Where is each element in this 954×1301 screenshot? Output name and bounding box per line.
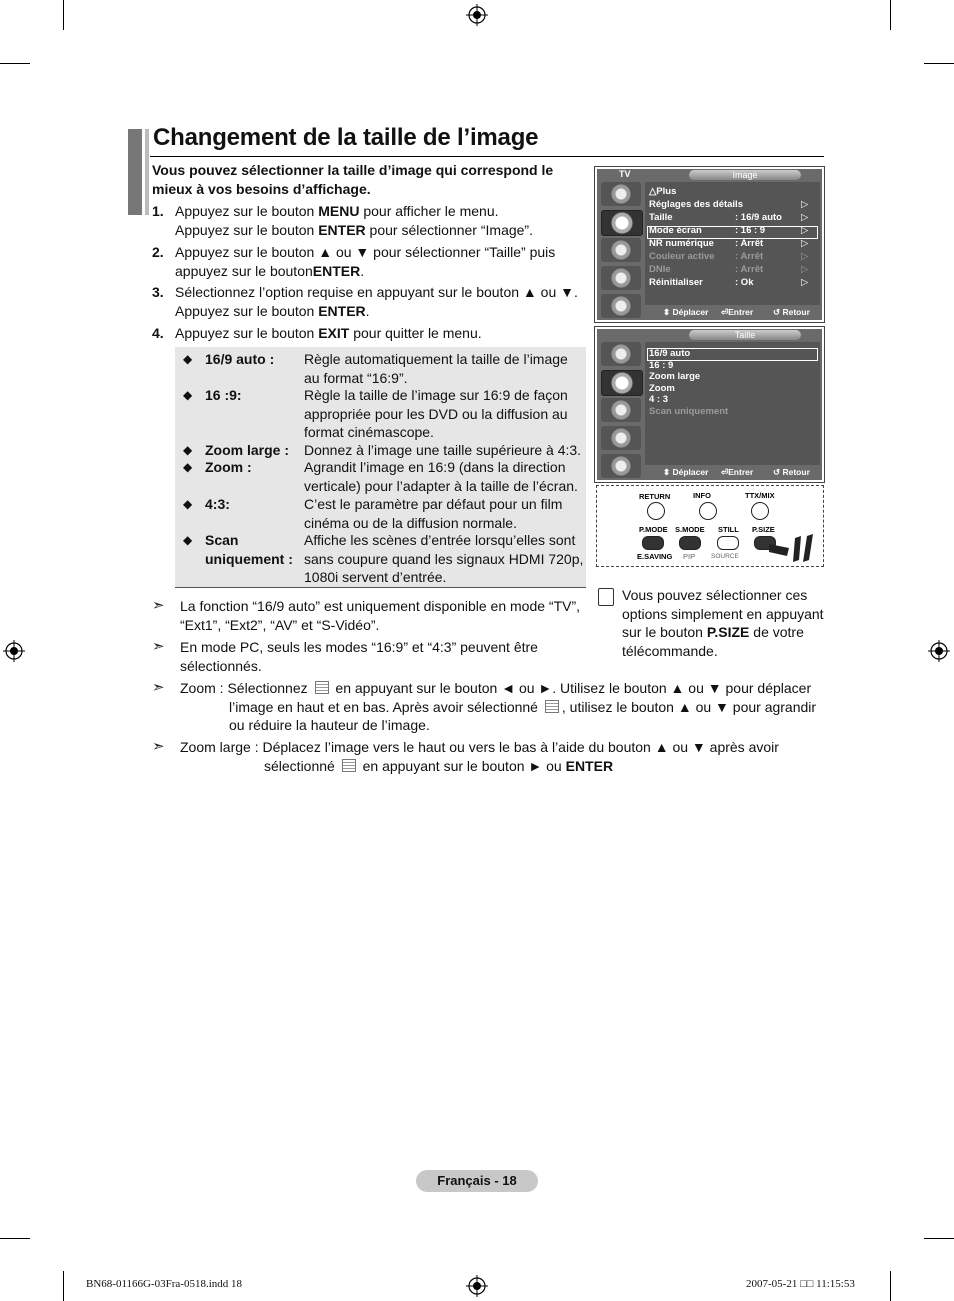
option-name: Scan uniquement : bbox=[205, 532, 293, 567]
osd-enter-hint: ⏎Entrer bbox=[721, 467, 754, 477]
osd-size-option[interactable]: 16/9 auto bbox=[649, 348, 691, 359]
note-zoom-large: ➣ Zoom large : Déplacez l’image vers le haut ou vers le bas à l’aide du bouton ▲ ou ▼ après avoir sélectionné en appuyant sur le bouton ► ou ENTER bbox=[152, 738, 779, 774]
step-number: 1. bbox=[152, 203, 164, 219]
osd-move-hint: ⬍ Déplacer bbox=[663, 467, 709, 477]
osd-image-menu bbox=[594, 166, 825, 323]
title-accent-bar bbox=[145, 129, 149, 215]
submenu-arrow-icon: ▷ bbox=[801, 251, 809, 262]
osd-tab-size: Taille bbox=[689, 330, 801, 340]
s-mode-button[interactable] bbox=[679, 536, 701, 550]
intro-text: Vous pouvez sélectionner la taille d’image qui correspond le mieux à vos besoins d’affichage. bbox=[152, 162, 554, 197]
step-text: Sélectionnez l’option requise en appuyant sur le bouton ▲ ou ▼. Appuyez sur le bouton ENTER. bbox=[175, 284, 578, 319]
crop-mark bbox=[0, 63, 30, 64]
option-name: 16/9 auto : bbox=[205, 351, 275, 367]
osd-tab-image: Image bbox=[689, 170, 801, 180]
osd-channel-icon bbox=[601, 426, 641, 450]
osd-item-value: : Arrêt bbox=[735, 251, 764, 262]
zoom-large-icon bbox=[342, 759, 356, 772]
osd-input-icon bbox=[601, 342, 641, 366]
step-text: Appuyez sur le bouton MENU pour afficher le menu. Appuyez sur le bouton ENTER pour sélectionner “Image”. bbox=[175, 203, 533, 238]
title-rule bbox=[150, 156, 824, 157]
osd-size-option[interactable]: Scan uniquement bbox=[649, 405, 729, 417]
osd-menu-item[interactable] bbox=[649, 264, 809, 275]
osd-footer bbox=[645, 307, 820, 319]
arrow-note-icon: ➣ bbox=[152, 597, 165, 614]
option-name: 16 :9: bbox=[205, 387, 242, 403]
registration-mark-icon bbox=[466, 4, 488, 26]
osd-return-hint: ↺ Retour bbox=[773, 467, 810, 477]
crop-mark bbox=[924, 1238, 954, 1239]
p-mode-button[interactable] bbox=[642, 536, 664, 550]
memo-note-icon bbox=[598, 588, 614, 606]
step-number: 3. bbox=[152, 284, 164, 300]
osd-source-label: TV bbox=[619, 169, 631, 179]
osd-setup-icon bbox=[601, 294, 641, 318]
osd-size-option[interactable]: 16 : 9 bbox=[649, 359, 674, 371]
arrow-note-icon: ➣ bbox=[152, 679, 165, 696]
osd-input-icon bbox=[601, 182, 641, 206]
osd-menu-item[interactable] bbox=[649, 186, 676, 197]
options-table bbox=[175, 347, 586, 588]
diamond-bullet-icon: ◆ bbox=[183, 443, 193, 457]
osd-menu-item[interactable] bbox=[649, 199, 809, 210]
osd-picture-icon bbox=[601, 370, 643, 396]
osd-return-hint: ↺ Retour bbox=[773, 307, 810, 317]
osd-item-label: Réinitialiser bbox=[649, 277, 703, 288]
osd-menu-item[interactable] bbox=[649, 251, 809, 262]
osd-setup-icon bbox=[601, 454, 641, 478]
file-date: 2007-05-21 □□ 11:15:53 bbox=[746, 1278, 855, 1290]
option-description: Règle la taille de l’image sur 16:9 de façon appropriée pour les DVD ou la diffusion au format cinémascope. bbox=[304, 387, 568, 440]
osd-icon-column bbox=[599, 182, 643, 318]
osd-move-hint: ⬍ Déplacer bbox=[663, 307, 709, 317]
osd-menu-item[interactable] bbox=[649, 277, 809, 288]
zoom-mode-icon bbox=[315, 681, 329, 694]
osd-icon-column bbox=[599, 342, 643, 478]
info-button[interactable] bbox=[699, 502, 717, 520]
option-description: Affiche les scènes d’entrée lorsqu’elles sont sans coupure quand les signaux HDMI 720p, 1080i servent d’entrée. bbox=[304, 532, 584, 585]
option-name: Zoom : bbox=[205, 459, 252, 475]
step-item bbox=[152, 324, 582, 343]
osd-size-option[interactable]: 4 : 3 bbox=[649, 394, 669, 405]
registration-mark-icon bbox=[3, 640, 25, 662]
crop-mark bbox=[890, 1271, 891, 1301]
osd-size-option[interactable]: Zoom large bbox=[649, 371, 701, 382]
crop-mark bbox=[63, 1271, 64, 1301]
submenu-arrow-icon: ▷ bbox=[801, 264, 809, 275]
note-auto: ➣ La fonction “16/9 auto” est uniquement disponible en mode “TV”, “Ext1”, “Ext2”, “AV” et “S-Vidéo”. bbox=[152, 597, 581, 633]
step-number: 4. bbox=[152, 325, 164, 341]
registration-mark-icon bbox=[928, 640, 950, 662]
crop-mark bbox=[924, 63, 954, 64]
osd-item-label: Mode écran bbox=[649, 225, 702, 236]
osd-menu-item[interactable] bbox=[649, 238, 809, 249]
osd-menu-item[interactable] bbox=[649, 225, 809, 236]
diamond-bullet-icon: ◆ bbox=[183, 460, 193, 474]
arrow-note-icon: ➣ bbox=[152, 638, 165, 655]
submenu-arrow-icon: ▷ bbox=[801, 225, 809, 236]
crop-mark bbox=[63, 0, 64, 30]
pointing-hand-icon bbox=[767, 534, 819, 564]
osd-size-menu bbox=[594, 326, 825, 483]
step-number: 2. bbox=[152, 244, 164, 260]
option-name: 4:3: bbox=[205, 496, 230, 512]
osd-item-label: △Plus bbox=[649, 186, 677, 197]
osd-picture-icon bbox=[601, 210, 643, 236]
osd-sound-icon bbox=[601, 398, 641, 422]
ttx-mix-button[interactable] bbox=[751, 502, 769, 520]
crop-mark bbox=[0, 1238, 30, 1239]
submenu-arrow-icon: ▷ bbox=[801, 238, 809, 249]
page-title: Changement de la taille de l’image bbox=[153, 124, 539, 151]
osd-item-value: : 16/9 auto bbox=[735, 212, 782, 223]
osd-sound-icon bbox=[601, 238, 641, 262]
submenu-arrow-icon: ▷ bbox=[801, 212, 809, 223]
submenu-arrow-icon: ▷ bbox=[801, 199, 809, 210]
osd-item-value: : Arrêt bbox=[735, 264, 764, 275]
option-description: Agrandit l’image en 16:9 (dans la direction verticale) pour l’adapter à la taille de l’écran. bbox=[304, 459, 578, 494]
step-item bbox=[152, 283, 582, 320]
still-button[interactable] bbox=[717, 536, 739, 550]
osd-channel-icon bbox=[601, 266, 641, 290]
diamond-bullet-icon: ◆ bbox=[183, 388, 193, 402]
side-note: Vous pouvez sélectionner ces options simplement en appuyant sur le bouton P.SIZE de votre télécommande. bbox=[598, 586, 824, 660]
return-button[interactable] bbox=[647, 502, 665, 520]
page-number: Français - 18 bbox=[416, 1170, 538, 1192]
diamond-bullet-icon: ◆ bbox=[183, 497, 193, 511]
osd-item-label: Réglages des détails bbox=[649, 199, 743, 210]
submenu-arrow-icon: ▷ bbox=[801, 277, 809, 288]
osd-item-label: Taille bbox=[649, 212, 673, 223]
remote-control-excerpt: RETURN INFO TTX/MIX P.MODE S.MODE STILL P.SIZE E.SAVING PIP SOURCE bbox=[596, 485, 824, 567]
step-text: Appuyez sur le bouton EXIT pour quitter le menu. bbox=[175, 325, 482, 341]
note-zoom: ➣ Zoom : Sélectionnez en appuyant sur le bouton ◄ ou ►. Utilisez le bouton ▲ ou ▼ pour déplacer l’image en haut et en bas. Après avoir sélectionné , utilisez le bouton ▲ ou ▼ pour agrandir ou réduire la hauteur de l’image. bbox=[152, 679, 817, 733]
osd-menu-item[interactable] bbox=[649, 212, 809, 223]
diamond-bullet-icon: ◆ bbox=[183, 352, 193, 366]
diamond-bullet-icon: ◆ bbox=[183, 533, 193, 547]
option-description: Donnez à l’image une taille supérieure à 4:3. bbox=[304, 442, 582, 458]
osd-item-value: : Arrêt bbox=[735, 238, 764, 249]
osd-item-value: : 16 : 9 bbox=[735, 225, 766, 236]
arrow-note-icon: ➣ bbox=[152, 738, 165, 755]
osd-item-label: NR numérique bbox=[649, 238, 714, 249]
osd-size-panel bbox=[645, 342, 820, 465]
zoom-height-icon bbox=[545, 700, 559, 713]
option-name: Zoom large : bbox=[205, 442, 290, 458]
step-item bbox=[152, 202, 582, 239]
step-item bbox=[152, 243, 582, 280]
osd-item-value: : Ok bbox=[735, 277, 754, 288]
option-description: Règle automatiquement la taille de l’image au format “16:9”. bbox=[304, 351, 568, 386]
note-pc: ➣ En mode PC, seuls les modes “16:9” et “4:3” peuvent être sélectionnés. bbox=[152, 638, 538, 674]
osd-enter-hint: ⏎Entrer bbox=[721, 307, 754, 317]
osd-image-panel bbox=[645, 182, 820, 305]
osd-size-option[interactable]: Zoom bbox=[649, 382, 675, 394]
registration-mark-icon bbox=[466, 1275, 488, 1297]
step-text: Appuyez sur le bouton ▲ ou ▼ pour sélectionner “Taille” puis appuyez sur le boutonENTER. bbox=[175, 244, 556, 279]
option-description: C’est le paramètre par défaut pour un film cinéma ou de la diffusion normale. bbox=[304, 496, 563, 531]
file-name: BN68-01166G-03Fra-0518.indd 18 bbox=[86, 1278, 243, 1290]
osd-item-label: Couleur active bbox=[649, 251, 715, 262]
title-accent-bar bbox=[128, 129, 142, 215]
osd-item-label: DNIe bbox=[649, 264, 671, 275]
crop-mark bbox=[890, 0, 891, 30]
osd-footer bbox=[645, 467, 820, 479]
